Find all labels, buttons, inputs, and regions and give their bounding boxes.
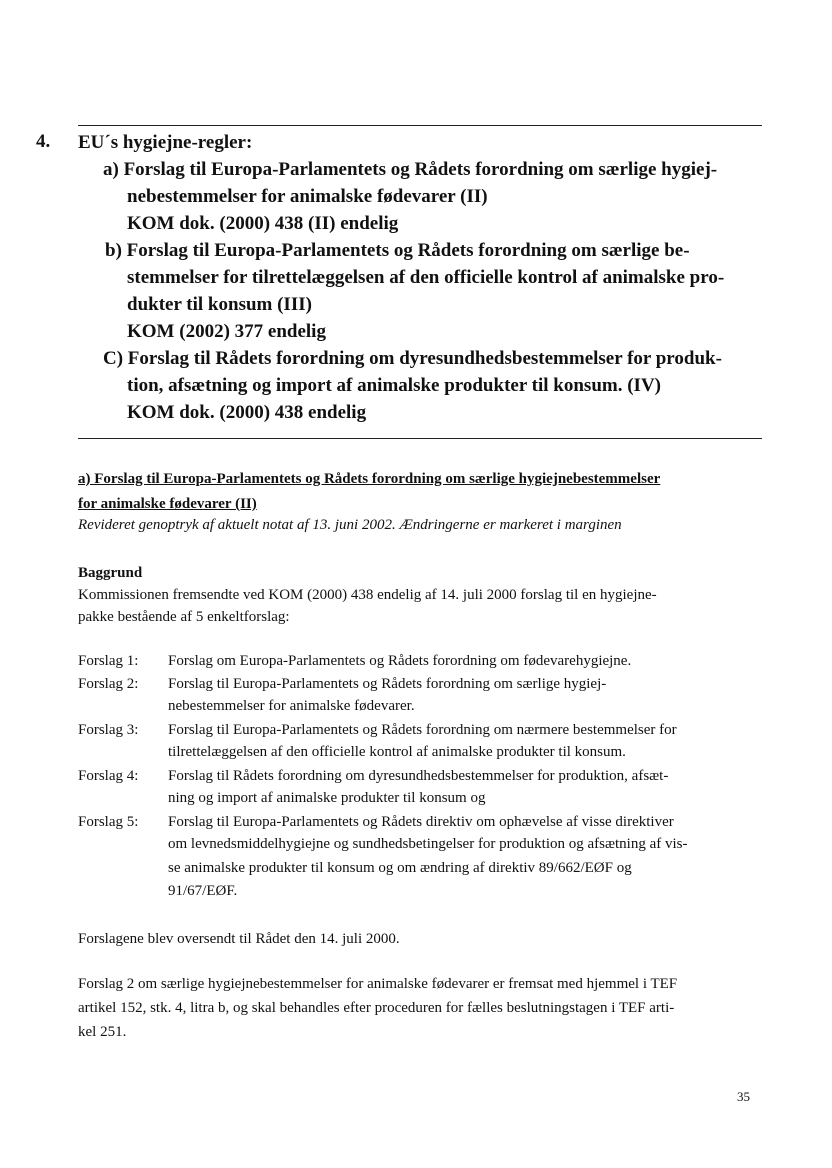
- paragraph: kel 251.: [78, 1024, 127, 1040]
- heading-line: tion, afsætning og import af animalske produkter til konsum. (IV): [127, 375, 661, 396]
- top-rule: [78, 125, 762, 126]
- revision-note: Revideret genoptryk af aktuelt notat af 13. juni 2002. Ændringerne er markeret i marginen: [78, 517, 622, 533]
- forslag-label: Forslag 4:: [78, 768, 139, 784]
- forslag-text: om levnedsmiddelhygiejne og sundhedsbetingelser for produktion og afsætning af vis-: [168, 836, 688, 852]
- heading-line: nebestemmelser for animalske fødevarer (II): [127, 186, 488, 207]
- forslag-text: Forslag til Europa-Parlamentets og Rådets forordning om særlige hygiej-: [168, 676, 607, 692]
- forslag-text: Forslag til Europa-Parlamentets og Rådets direktiv om ophævelse af visse direktiver: [168, 814, 674, 830]
- forslag-text: nebestemmelser for animalske fødevarer.: [168, 698, 415, 714]
- forslag-text: Forslag om Europa-Parlamentets og Rådets forordning om fødevarehygiejne.: [168, 653, 632, 669]
- paragraph: Forslag 2 om særlige hygiejnebestemmelser for animalske fødevarer er fremsat med hjemmel i TEF: [78, 976, 678, 992]
- section-title: for animalske fødevarer (II): [78, 496, 257, 512]
- forslag-label: Forslag 1:: [78, 653, 139, 669]
- heading-line: b) Forslag til Europa-Parlamentets og Rådets forordning om særlige be-: [105, 240, 690, 261]
- forslag-text: 91/67/EØF.: [168, 883, 238, 899]
- forslag-label: Forslag 2:: [78, 676, 139, 692]
- bottom-rule: [78, 438, 762, 439]
- page-number: 35: [737, 1089, 750, 1104]
- forslag-label: Forslag 5:: [78, 814, 139, 830]
- heading-line: stemmelser for tilrettelæggelsen af den officielle kontrol af animalske pro-: [127, 267, 725, 288]
- section-title: a) Forslag til Europa-Parlamentets og Rådets forordning om særlige hygiejnebestemmelser: [78, 471, 661, 487]
- paragraph: artikel 152, stk. 4, litra b, og skal behandles efter proceduren for fælles beslutningstagen i TEF arti-: [78, 1000, 675, 1016]
- heading-line: a) Forslag til Europa-Parlamentets og Rådets forordning om særlige hygiej-: [103, 159, 718, 180]
- heading-line: EU´s hygiejne-regler:: [78, 132, 253, 153]
- baggrund-heading: Baggrund: [78, 565, 143, 581]
- forslag-text: Forslag til Rådets forordning om dyresundhedsbestemmelser for produktion, afsæt-: [168, 768, 669, 784]
- heading-line: KOM dok. (2000) 438 (II) endelig: [127, 213, 399, 234]
- heading-number: 4.: [36, 131, 51, 152]
- forslag-text: se animalske produkter til konsum og om ændring af direktiv 89/662/EØF og: [168, 860, 632, 876]
- baggrund-text: Kommissionen fremsendte ved KOM (2000) 438 endelig af 14. juli 2000 forslag til en hygiejne-: [78, 587, 657, 603]
- paragraph: Forslagene blev oversendt til Rådet den 14. juli 2000.: [78, 931, 400, 947]
- heading-line: C) Forslag til Rådets forordning om dyresundhedsbestemmelser for produk-: [103, 348, 722, 369]
- forslag-label: Forslag 3:: [78, 722, 139, 738]
- forslag-text: tilrettelæggelsen af den officielle kontrol af animalske produkter til konsum.: [168, 744, 626, 760]
- heading-line: KOM dok. (2000) 438 endelig: [127, 402, 367, 423]
- baggrund-text: pakke bestående af 5 enkeltforslag:: [78, 609, 290, 625]
- forslag-text: ning og import af animalske produkter til konsum og: [168, 790, 486, 806]
- heading-line: KOM (2002) 377 endelig: [127, 321, 326, 342]
- forslag-text: Forslag til Europa-Parlamentets og Rådets forordning om nærmere bestemmelser for: [168, 722, 677, 738]
- heading-line: dukter til konsum (III): [127, 294, 312, 315]
